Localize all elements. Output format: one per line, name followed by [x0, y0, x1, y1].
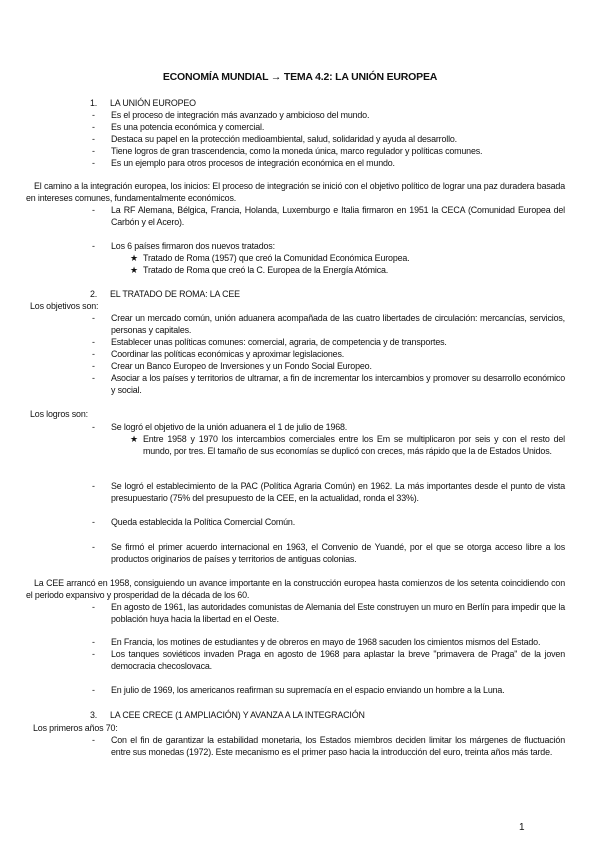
list-item-text: Los tanques soviéticos invaden Praga en agosto de 1968 para aplastar la breve "primavera de Praga" de la joven democracia checoslovaca.	[111, 649, 565, 671]
list-item	[92, 637, 565, 649]
section-number: 2.	[90, 289, 98, 299]
list-item-text: Los 6 países firmaron dos nuevos tratados:	[111, 241, 275, 251]
dash-bullet: -	[92, 134, 95, 144]
list-item	[92, 241, 565, 253]
dash-bullet: -	[92, 313, 95, 323]
list-item	[92, 349, 565, 361]
list-item	[92, 685, 565, 697]
list-item-text: La RF Alemana, Bélgica, Francia, Holanda, Luxemburgo e Italia firmaron en 1951 la CECA (Comunidad Europea del Carbón y el Acero).	[111, 205, 565, 227]
dash-bullet: -	[92, 146, 95, 156]
list-item-text: En agosto de 1961, las autoridades comunistas de Alemania del Este construyen un muro en Berlín para impedir que la población huya hacia la libertad en el Oeste.	[111, 602, 565, 624]
list-item	[92, 110, 565, 122]
star-item-text: Entre 1958 y 1970 los intercambios comerciales entre los Em se multiplicaron por seis y con el resto del mundo, por tres. El tamaño de sus economías se duplicó con creces, más rápido que la de Estados Unidos.	[143, 434, 565, 456]
list-item-text: Es el proceso de integración más avanzado y ambicioso del mundo.	[111, 110, 370, 120]
primeros-anos-label: Los primeros años 70:	[33, 723, 118, 733]
list-item	[92, 422, 565, 434]
list-item	[92, 122, 565, 134]
dash-bullet: -	[92, 158, 95, 168]
list-item-text: Asociar a los países y territorios de ultramar, a fin de incrementar los intercambios y promover su desarrollo económico y social.	[111, 373, 565, 395]
list-item	[92, 158, 565, 170]
section-number: 3.	[90, 710, 98, 720]
list-item	[92, 542, 565, 566]
dash-bullet: -	[92, 349, 95, 359]
list-item-text: Se logró el establecimiento de la PAC (Política Agraria Común) en 1962. La más importantes desde el punto de vista presupuestario (75% del presupuesto de la CEE, en la actualidad, ronda el 33%).	[111, 481, 565, 503]
section-2-heading	[90, 289, 240, 301]
dash-bullet: -	[92, 122, 95, 132]
dash-bullet: -	[92, 481, 95, 491]
star-item	[130, 265, 565, 277]
star-item-text: Tratado de Roma que creó la C. Europea de la Energía Atómica.	[143, 265, 389, 275]
star-icon: ★	[130, 265, 138, 275]
list-item-text: Es un ejemplo para otros procesos de integración económica en el mundo.	[111, 158, 395, 168]
list-item-text: Crear un Banco Europeo de Inversiones y un Fondo Social Europeo.	[111, 361, 372, 371]
dash-bullet: -	[92, 373, 95, 383]
star-icon: ★	[130, 253, 138, 263]
list-item-text: Coordinar las políticas económicas y aproximar legislaciones.	[111, 349, 345, 359]
paragraph: La CEE arrancó en 1958, consiguiendo un avance importante en la construcción europea hasta comienzos de los setenta coincidiendo con el periodo expansivo y prosperidad de la década de los 60.	[26, 578, 565, 600]
section-title: LA CEE CRECE (1 AMPLIACIÓN) Y AVANZA A LA INTEGRACIÓN	[110, 710, 365, 720]
section-3-heading	[90, 710, 365, 722]
list-item	[92, 481, 565, 505]
dash-bullet: -	[92, 337, 95, 347]
logros-label: Los logros son:	[30, 409, 88, 419]
list-item	[92, 735, 565, 759]
list-item-text: Con el fin de garantizar la estabilidad monetaria, los Estados miembros deciden limitar los márgenes de fluctuación entre sus monedas (1972). Este mecanismo es el primer paso hacia la introducción del euro, treinta años más tarde.	[111, 735, 565, 757]
list-item	[92, 373, 565, 397]
dash-bullet: -	[92, 685, 95, 695]
list-item	[92, 361, 565, 373]
list-item-text: En Francia, los motines de estudiantes y de obreros en mayo de 1968 sacuden los cimientos mismos del Estado.	[111, 637, 541, 647]
star-item	[130, 253, 565, 265]
list-item-text: En julio de 1969, los americanos reafirman su supremacía en el espacio enviando un hombre a la Luna.	[111, 685, 505, 695]
list-item	[92, 146, 565, 158]
star-item	[130, 434, 565, 458]
dash-bullet: -	[92, 110, 95, 120]
paragraph: El camino a la integración europea, los inicios: El proceso de integración se inició con el objetivo político de lograr una paz duradera basada en intereses comunes, fundamentalmente económicos.	[26, 181, 565, 203]
list-item	[92, 517, 565, 529]
list-item-text: Crear un mercado común, unión aduanera acompañada de las cuatro libertades de circulación: mercancías, servicios, personas y capitales.	[111, 313, 565, 335]
list-item	[92, 337, 565, 349]
section-number: 1.	[90, 98, 98, 108]
list-item	[92, 602, 565, 626]
list-item-text: Se logró el objetivo de la unión aduanera el 1 de julio de 1968.	[111, 422, 348, 432]
list-item-text: Es una potencia económica y comercial.	[111, 122, 265, 132]
list-item	[92, 313, 565, 337]
list-item	[92, 205, 565, 229]
star-item-text: Tratado de Roma (1957) que creó la Comunidad Económica Europea.	[143, 253, 410, 263]
list-item	[92, 134, 565, 146]
list-item-text: Destaca su papel en la protección medioambiental, salud, solidaridad y ayuda al desarrollo.	[111, 134, 458, 144]
section-1-heading	[90, 98, 196, 110]
dash-bullet: -	[92, 205, 95, 215]
dash-bullet: -	[92, 361, 95, 371]
section-title: LA UNIÓN EUROPEO	[110, 98, 196, 108]
dash-bullet: -	[92, 602, 95, 612]
list-item-text: Queda establecida la Política Comercial Común.	[111, 517, 296, 527]
dash-bullet: -	[92, 735, 95, 745]
list-item-text: Establecer unas políticas comunes: comercial, agraria, de competencia y de transportes.	[111, 337, 447, 347]
dash-bullet: -	[92, 422, 95, 432]
dash-bullet: -	[92, 241, 95, 251]
list-item-text: Se firmó el primer acuerdo internacional en 1963, el Convenio de Yuandé, por el que se otorga acceso libre a los productos originarios de países y territorios de antiguas colonias.	[111, 542, 565, 564]
dash-bullet: -	[92, 649, 95, 659]
dash-bullet: -	[92, 637, 95, 647]
section-title: EL TRATADO DE ROMA: LA CEE	[110, 289, 240, 299]
star-icon: ★	[130, 434, 138, 444]
dash-bullet: -	[92, 517, 95, 527]
list-item-text: Tiene logros de gran trascendencia, como la moneda única, marco regulador y políticas comunes.	[111, 146, 483, 156]
dash-bullet: -	[92, 542, 95, 552]
list-item	[92, 649, 565, 673]
objetivos-label: Los objetivos son:	[30, 301, 99, 311]
document-title: ECONOMÍA MUNDIAL → TEMA 4.2: LA UNIÓN EUROPEA	[162, 71, 438, 83]
page-number: 1	[519, 822, 525, 833]
